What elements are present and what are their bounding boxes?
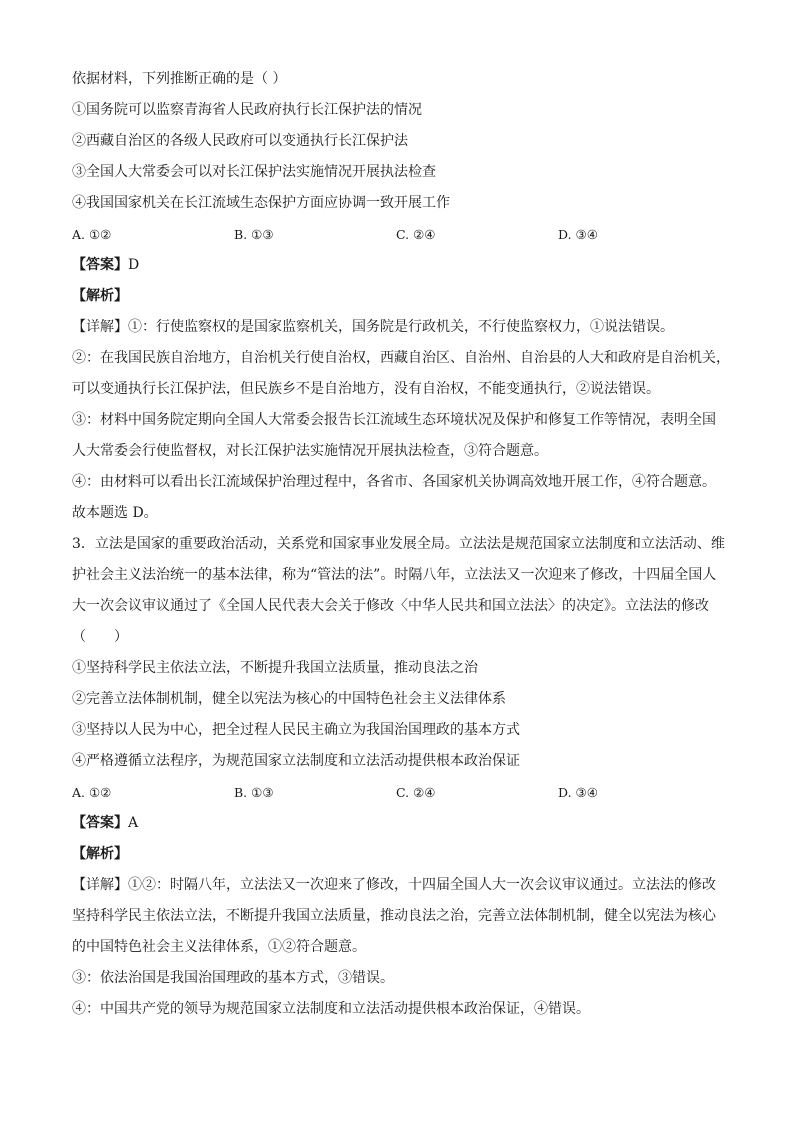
answer-line bbox=[72, 250, 728, 281]
question-stem: 依据材料，下列推断正确的是（ ） bbox=[72, 71, 287, 87]
detail-line-4: ③：材料中国务院定期向全国人大常委会报告长江流域生态环境状况及保护和修复工作等情况，表明全国 bbox=[72, 412, 716, 428]
detail-line-2: 坚持科学民主依法立法，不断提升我国立法质量，推动良法之治，完善立法体制机制，健全以宪法为核心 bbox=[72, 908, 716, 924]
answer-value: D bbox=[128, 257, 140, 273]
conclusion: 故本题选 D。 bbox=[72, 505, 158, 521]
option-c: C. ②④ bbox=[396, 785, 436, 800]
answer-line bbox=[72, 808, 728, 839]
option-d: D. ③④ bbox=[558, 785, 598, 800]
answer-options bbox=[72, 777, 728, 808]
option-c: C. ②④ bbox=[396, 227, 436, 242]
analysis-heading bbox=[72, 281, 728, 312]
detail-line-3: 的中国特色社会主义法律体系，①②符合题意。 bbox=[72, 939, 366, 955]
detail-label: 【详解】 bbox=[72, 319, 128, 335]
document-page bbox=[72, 64, 728, 1025]
answer-options bbox=[72, 219, 728, 250]
answer-value: A bbox=[128, 815, 139, 831]
statement-item-3: ③全国人大常委会可以对长江保护法实施情况开展执法检查 bbox=[72, 164, 436, 180]
answer-label: 【答案】 bbox=[72, 257, 128, 273]
detail-line-2: ②：在我国民族自治地方，自治机关行使自治权，西藏自治区、自治州、自治县的人大和政府是自治机关， bbox=[72, 350, 730, 366]
question-stem-line-4: （ ） bbox=[72, 629, 128, 645]
option-a: A. ①② bbox=[72, 785, 112, 800]
statement-item-4: ④我国国家机关在长江流域生态保护方面应协调一致开展工作 bbox=[72, 195, 450, 211]
analysis-heading bbox=[72, 839, 728, 870]
analysis-label: 【解析】 bbox=[72, 846, 128, 862]
question-stem-line-1: 3．立法是国家的重要政治活动，关系党和国家事业发展全局。立法法是规范国家立法制度和立法活动、维 bbox=[72, 536, 725, 552]
analysis-label: 【解析】 bbox=[72, 288, 128, 304]
statement-item-1: ①国务院可以监察青海省人民政府执行长江保护法的情况 bbox=[72, 102, 422, 118]
option-d: D. ③④ bbox=[558, 227, 598, 242]
question-stem-line-3: 大一次会议审议通过了《全国人民代表大会关于修改〈中华人民共和国立法法〉的决定》。立法法的修改 bbox=[72, 598, 709, 614]
detail-text: ①：行使监察权的是国家监察机关，国务院是行政机关，不行使监察权力，①说法错误。 bbox=[128, 319, 674, 335]
detail-line-5: ④：中国共产党的领导为规范国家立法制度和立法活动提供根本政治保证，④错误。 bbox=[72, 1001, 590, 1017]
detail-text: ①②：时隔八年，立法法又一次迎来了修改，十四届全国人大一次会议审议通过。立法法的修改 bbox=[128, 877, 716, 893]
detail-line-1 bbox=[72, 312, 728, 343]
answer-label: 【答案】 bbox=[72, 815, 128, 831]
detail-line-1 bbox=[72, 870, 728, 901]
option-b: B. ①③ bbox=[234, 227, 274, 242]
detail-label: 【详解】 bbox=[72, 877, 128, 893]
statement-item-2: ②完善立法体制机制，健全以宪法为核心的中国特色社会主义法律体系 bbox=[72, 691, 506, 707]
option-a: A. ①② bbox=[72, 227, 112, 242]
detail-line-4: ③：依法治国是我国治国理政的基本方式，③错误。 bbox=[72, 970, 394, 986]
statement-item-3: ③坚持以人民为中心，把全过程人民民主确立为我国治国理政的基本方式 bbox=[72, 722, 520, 738]
statement-item-4: ④严格遵循立法程序，为规范国家立法制度和立法活动提供根本政治保证 bbox=[72, 753, 520, 769]
detail-line-5: 人大常委会行使监督权，对长江保护法实施情况开展执法检查，③符合题意。 bbox=[72, 443, 548, 459]
question-stem-line-2: 护社会主义法治统一的基本法律，称为“管法的法”。时隔八年，立法法又一次迎来了修改，十四届全国人 bbox=[72, 567, 717, 583]
detail-line-6: ④：由材料可以看出长江流域保护治理过程中，各省市、各国家机关协调高效地开展工作，④符合题意。 bbox=[72, 474, 716, 490]
statement-item-1: ①坚持科学民主依法立法，不断提升我国立法质量，推动良法之治 bbox=[72, 660, 478, 676]
detail-line-3: 可以变通执行长江保护法，但民族乡不是自治地方，没有自治权，不能变通执行，②说法错误。 bbox=[72, 381, 660, 397]
statement-item-2: ②西藏自治区的各级人民政府可以变通执行长江保护法 bbox=[72, 133, 408, 149]
option-b: B. ①③ bbox=[234, 785, 274, 800]
